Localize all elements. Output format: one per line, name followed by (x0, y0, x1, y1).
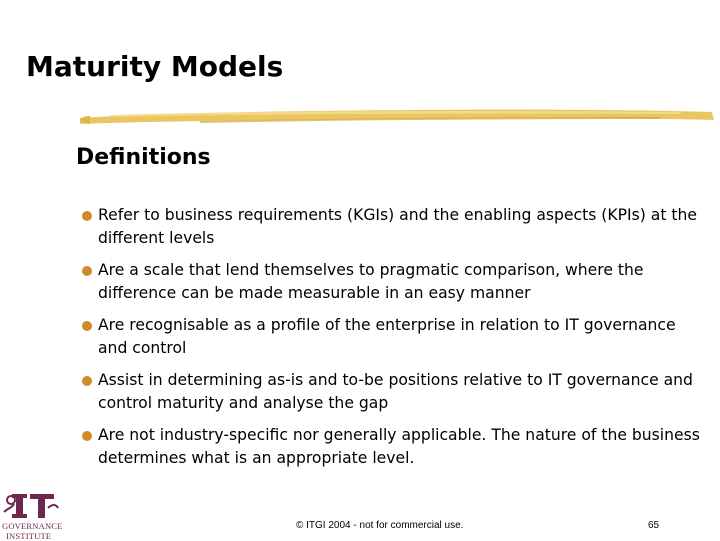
footer-copyright: © ITGI 2004 - not for commercial use. (296, 520, 464, 531)
bullet-text: Are a scale that lend themselves to pragmatic comparison, where the difference can be made measurable in an easy manner (98, 261, 644, 302)
bullet-item (82, 424, 702, 470)
bullet-dot-icon (82, 266, 92, 276)
bullet-item (82, 204, 702, 250)
bullet-item (82, 314, 702, 360)
bullet-list (82, 204, 702, 479)
brush-stroke-divider (20, 98, 720, 138)
bullet-dot-icon (82, 211, 92, 221)
bullet-text: Are recognisable as a profile of the enterprise in relation to IT governance and control (98, 316, 676, 357)
bullet-text: Are not industry-specific nor generally applicable. The nature of the business determines what is an appropriate level. (98, 426, 700, 467)
bullet-item (82, 369, 702, 415)
page-number: 65 (648, 520, 660, 531)
bullet-text: Assist in determining as-is and to-be positions relative to IT governance and control maturity and analyse the gap (98, 371, 693, 412)
logo-line-institute: INSTITUTE (6, 531, 52, 541)
logo-mark-icon (0, 490, 64, 520)
bullet-dot-icon (82, 376, 92, 386)
logo-line-governance: GOVERNANCE (2, 521, 63, 531)
slide-title: Maturity Models (26, 50, 284, 83)
bullet-dot-icon (82, 431, 92, 441)
bullet-dot-icon (82, 321, 92, 331)
it-governance-institute-logo (0, 490, 64, 540)
section-heading: Definitions (76, 145, 211, 170)
bullet-text: Refer to business requirements (KGIs) and the enabling aspects (KPIs) at the different levels (98, 206, 697, 247)
bullet-item (82, 259, 702, 305)
